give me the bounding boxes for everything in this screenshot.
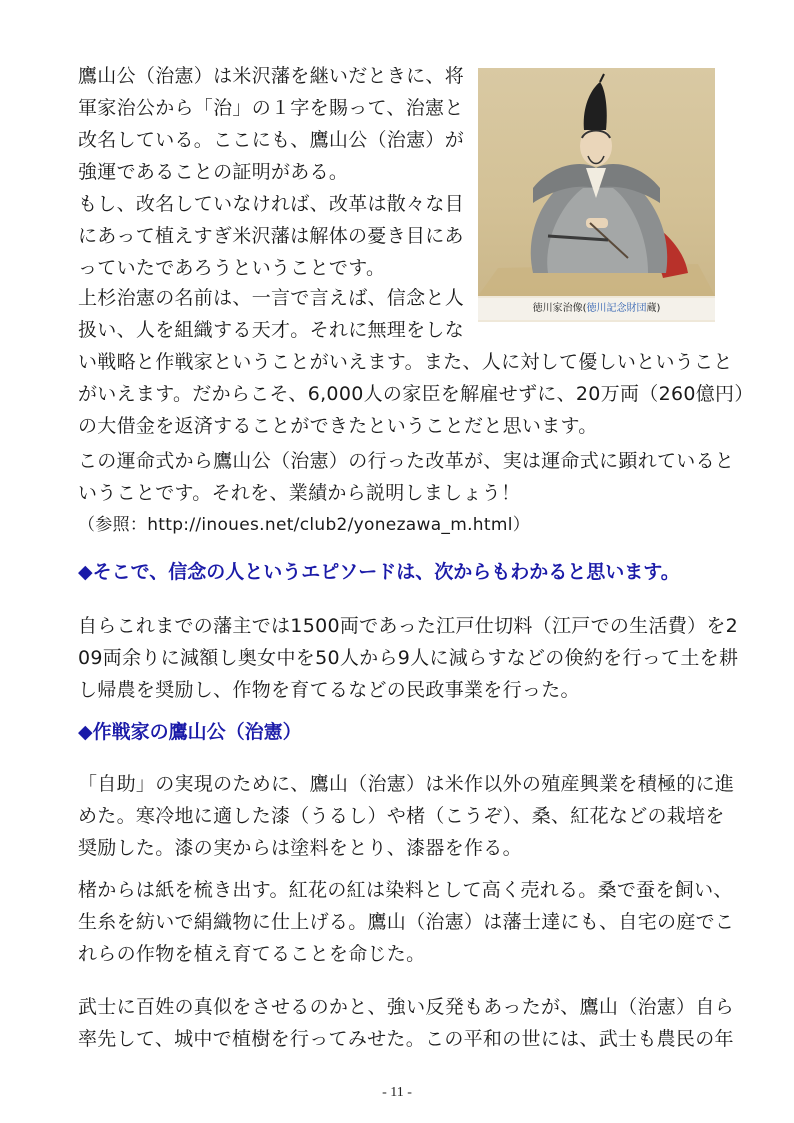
text-line: 楮からは紙を梳き出す。紅花の紅は染料として高く売れる。桑で蚕を飼い、 <box>78 879 733 901</box>
caption-text: 蔵) <box>646 303 661 314</box>
paragraph-samurai <box>78 991 734 1055</box>
text-line: いうことです。それを、業績から説明しましょう！ <box>78 482 521 504</box>
text-line: がいえます。だからこそ、6,000人の家臣を解雇せずに、20万両（260億円） <box>78 383 754 405</box>
section-heading-belief: ◆そこで、信念の人というエピソードは、次からもわかると思います。 <box>78 561 680 583</box>
text-line: 扱い、人を組織する天才。それに無理をしな <box>78 319 465 341</box>
portrait-image <box>478 68 715 296</box>
paragraph-reform <box>78 445 734 541</box>
text-line: 奨励した。漆の実からは塗料をとり、漆器を作る。 <box>78 837 522 859</box>
text-line: 上杉治憲の名前は、一言で言えば、信念と人 <box>78 287 465 309</box>
text-line: 武士に百姓の真似をさせるのかと、強い反発もあったが、鷹山（治憲）自ら <box>78 996 735 1018</box>
caption-link[interactable]: 徳川記念財団 <box>586 303 647 314</box>
caption-text: 徳川家治像( <box>532 303 587 314</box>
text-line: めた。寒冷地に適した漆（うるし）や楮（こうぞ）、桑、紅花などの栽培を <box>78 805 725 827</box>
section-heading-strategist: ◆作戦家の鷹山公（治憲） <box>78 721 302 743</box>
text-line: にあって植えすぎ米沢藩は解体の憂き目にあ <box>78 225 464 247</box>
text-line: の大借金を返済することができたということだと思います。 <box>78 415 598 437</box>
seated-lord-illustration <box>478 68 715 296</box>
text-line: し帰農を奨励し、作物を育てるなどの民政事業を行った。 <box>78 679 580 701</box>
text-line: 鷹山公（治憲）は米沢藩を継いだときに、将 <box>78 65 465 87</box>
paragraph-renaming <box>78 60 464 284</box>
text-line: れらの作物を植え育てることを命じた。 <box>78 943 426 965</box>
text-line: 軍家治公から「治」の１字を賜って、治憲と <box>78 97 464 119</box>
text-line: もし、改名していなければ、改革は散々な目 <box>78 193 465 215</box>
text-line: 09両余りに減額し奥女中を50人から9人に減らすなどの倹約を行って土を耕 <box>78 647 739 669</box>
text-line: 「自助」の実現のために、鷹山（治憲）は米作以外の殖産興業を積極的に進 <box>78 773 735 795</box>
text-line: この運命式から鷹山公（治憲）の行った改革が、実は運命式に顕れていると <box>78 450 735 472</box>
text-line: 改名している。ここにも、鷹山公（治憲）が <box>78 129 465 151</box>
text-line: （参照：http://inoues.net/club2/yonezawa_m.html） <box>78 515 531 535</box>
text-line: い戦略と作戦家ということがいえます。また、人に対して優しいということ <box>78 351 733 373</box>
paragraph-name-meaning <box>78 282 754 442</box>
text-line: 生糸を紡いで絹織物に仕上げる。鷹山（治憲）は藩士達にも、自宅の庭でこ <box>78 911 735 933</box>
text-line: 強運であることの証明がある。 <box>78 161 349 183</box>
text-line: 率先して、城中で植樹を行ってみせた。この平和の世には、武士も農民の年 <box>78 1028 734 1050</box>
paragraph-industry <box>78 768 734 864</box>
paragraph-frugality <box>78 610 738 706</box>
page-number: - 11 - <box>382 1085 412 1100</box>
paragraph-crops <box>78 874 734 970</box>
text-line: 自らこれまでの藩主では1500両であった江戸仕切料（江戸での生活費）を2 <box>78 615 739 637</box>
text-line: っていたであろうということです。 <box>78 257 386 279</box>
